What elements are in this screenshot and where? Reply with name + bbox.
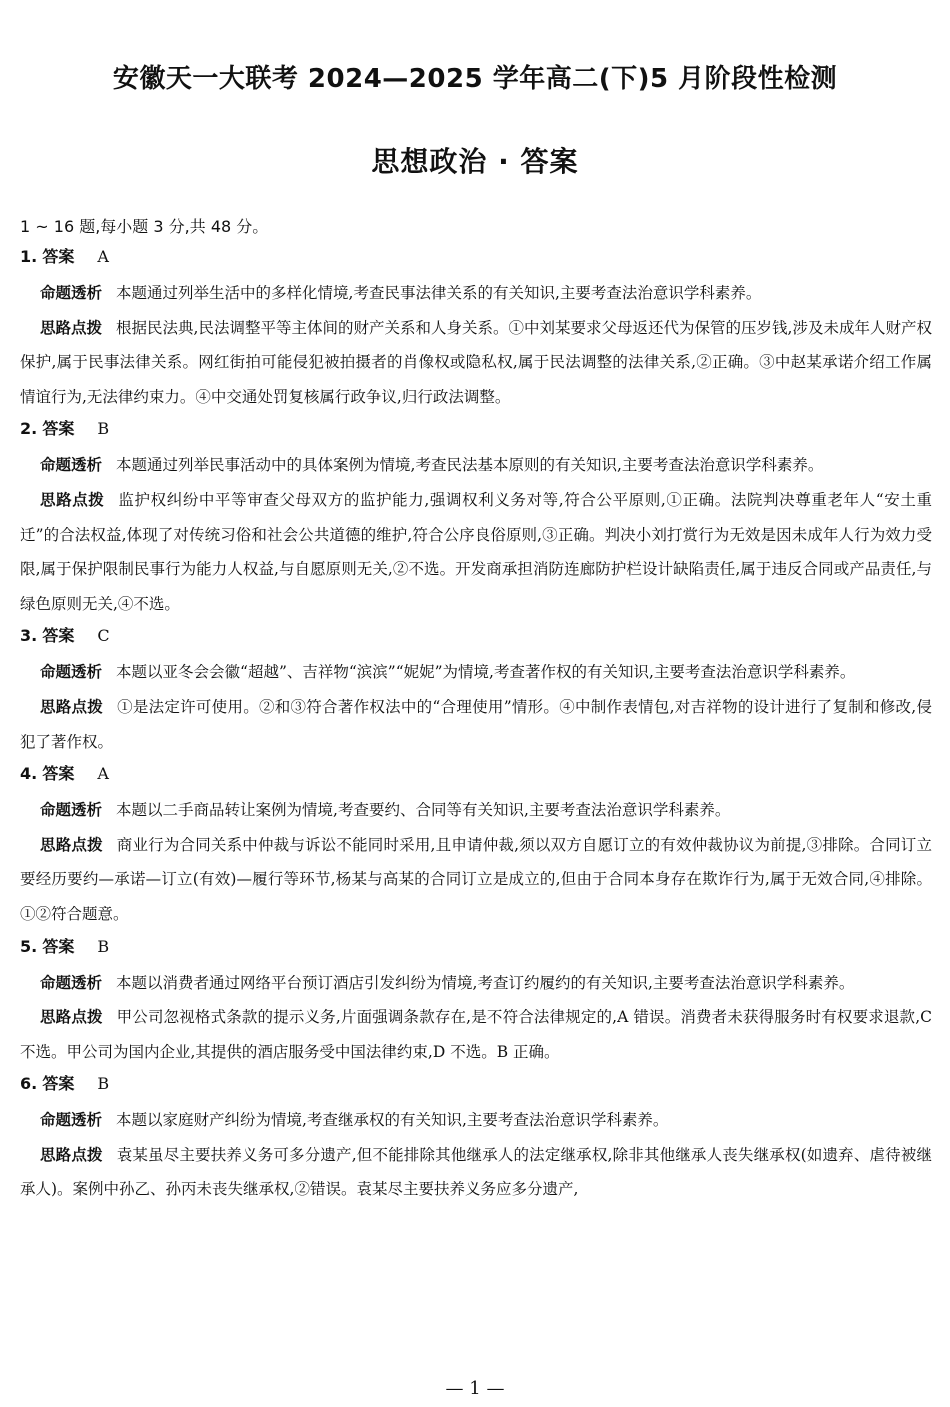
question-header — [20, 934, 932, 960]
answer-label: 答案 — [42, 764, 75, 784]
question-number: 1. — [20, 247, 38, 266]
question-2 — [20, 416, 932, 621]
guide-paragraph — [20, 690, 932, 759]
analysis-text: 本题以二手商品转让案例为情境,考查要约、合同等有关知识,主要考查法治意识学科素养。 — [116, 801, 731, 820]
exam-title: 安徽天一大联考 2024—2025 学年高二(下)5 月阶段性检测 — [112, 64, 838, 94]
question-number: 2. — [20, 419, 38, 439]
analysis-text: 本题以亚冬会会徽“超越”、吉祥物“滨滨”“妮妮”为情境,考查著作权的有关知识,主要考查法治意识学科素养。 — [116, 663, 856, 682]
answer-value: A — [97, 247, 109, 266]
answer-value: A — [97, 764, 109, 784]
question-number: 3. — [20, 626, 38, 646]
question-header — [20, 1071, 932, 1097]
question-header — [20, 244, 932, 270]
guide-text: 根据民法典,民法调整平等主体间的财产关系和人身关系。①中刘某要求父母返还代为保管的压岁钱,涉及未成年人财产权保护,属于民事法律关系。网红街拍可能侵犯被拍摄者的肖像权或隐私权,属于民法调整的法律关系,②正确。③中赵某承诺介绍工作属情谊行为,无法律约束力。④中交通处罚复核属行政争议,归行政法调整。 — [20, 318, 932, 406]
analysis-label: 命题透析 — [40, 1111, 103, 1130]
guide-label: 思路点拨 — [40, 1145, 103, 1164]
guide-label: 思路点拨 — [40, 697, 104, 716]
analysis-label: 命题透析 — [40, 456, 103, 475]
question-header — [20, 416, 932, 442]
subject-title: 思想政治 · 答案 — [371, 145, 579, 178]
question-4 — [20, 761, 932, 931]
analysis-label: 命题透析 — [40, 801, 103, 820]
guide-text: 甲公司忽视格式条款的提示义务,片面强调条款存在,是不符合法律规定的,A 错误。消费者未获得服务时有权要求退款,C 不选。甲公司为国内企业,其提供的酒店服务受中国法律约束,D 不选。B 正确。 — [20, 1008, 932, 1061]
guide-text: 监护权纠纷中平等审查父母双方的监护能力,强调权利义务对等,符合公平原则,①正确。法院判决尊重老年人“安土重迁”的合法权益,体现了对传统习俗和社会公共道德的维护,符合公序良俗原则,③正确。判决小刘打赏行为无效是因未成年人行为效力受限,属于保护限制民事行为能力人权益,与自愿原则无关,②不选。开发商承担消防连廊防护栏设计缺陷责任,属于违反合同或产品责任,与绿色原则无关,④不选。 — [20, 490, 932, 613]
guide-paragraph — [20, 1000, 932, 1069]
answer-value: B — [97, 936, 110, 956]
analysis-label: 命题透析 — [40, 284, 103, 302]
answer-value: C — [97, 626, 110, 646]
answer-content — [20, 214, 932, 1207]
question-3 — [20, 623, 932, 759]
analysis-text: 本题以家庭财产纠纷为情境,考查继承权的有关知识,主要考查法治意识学科素养。 — [116, 1111, 669, 1130]
answer-label: 答案 — [42, 936, 75, 956]
question-header — [20, 623, 932, 649]
analysis-paragraph — [20, 276, 932, 311]
question-number: 5. — [20, 936, 38, 956]
analysis-text: 本题通过列举民事活动中的具体案例为情境,考查民法基本原则的有关知识,主要考查法治意识学科素养。 — [116, 456, 824, 475]
analysis-paragraph — [20, 793, 932, 828]
analysis-paragraph — [20, 448, 932, 483]
guide-text: 商业行为合同关系中仲裁与诉讼不能同时采用,且申请仲裁,须以双方自愿订立的有效仲裁协议为前提,③排除。合同订立要经历要约—承诺—订立(有效)—履行等环节,杨某与高某的合同订立是成立的,但由于合同本身存在欺诈行为,属于无效合同,④排除。①②符合题意。 — [20, 835, 932, 923]
guide-paragraph — [20, 828, 932, 932]
analysis-label: 命题透析 — [40, 663, 103, 682]
answer-label: 答案 — [42, 1074, 75, 1094]
guide-label: 思路点拨 — [40, 1008, 103, 1027]
scoring-intro: 1 ~ 16 题,每小题 3 分,共 48 分。 — [20, 217, 269, 236]
guide-text: ①是法定许可使用。②和③符合著作权法中的“合理使用”情形。④中制作表情包,对吉祥物的设计进行了复制和修改,侵犯了著作权。 — [20, 697, 932, 751]
guide-paragraph — [20, 311, 932, 415]
question-1 — [20, 244, 932, 414]
answer-label: 答案 — [42, 626, 75, 646]
page-number: — 1 — — [445, 1378, 505, 1399]
answer-label: 答案 — [42, 419, 75, 439]
answer-value: B — [97, 419, 110, 439]
analysis-paragraph — [20, 966, 932, 1001]
question-header — [20, 761, 932, 787]
guide-label: 思路点拨 — [40, 835, 103, 854]
analysis-label: 命题透析 — [40, 973, 103, 992]
guide-paragraph — [20, 483, 932, 621]
guide-text: 袁某虽尽主要扶养义务可多分遗产,但不能排除其他继承人的法定继承权,除非其他继承人丧失继承权(如遗弃、虐待被继承人)。案例中孙乙、孙丙未丧失继承权,②错误。袁某尽主要扶养义务应多分遗产, — [20, 1145, 932, 1199]
question-5 — [20, 934, 932, 1070]
question-number: 6. — [20, 1074, 38, 1094]
guide-label: 思路点拨 — [40, 490, 105, 509]
guide-label: 思路点拨 — [40, 318, 103, 337]
answer-label: 答案 — [42, 247, 75, 266]
analysis-paragraph — [20, 655, 932, 690]
analysis-text: 本题以消费者通过网络平台预订酒店引发纠纷为情境,考查订约履约的有关知识,主要考查法治意识学科素养。 — [116, 973, 855, 992]
guide-paragraph — [20, 1138, 932, 1207]
answer-value: B — [97, 1074, 110, 1094]
analysis-paragraph — [20, 1103, 932, 1138]
question-number: 4. — [20, 764, 38, 784]
analysis-text: 本题通过列举生活中的多样化情境,考查民事法律关系的有关知识,主要考查法治意识学科素养。 — [116, 284, 762, 302]
question-6 — [20, 1071, 932, 1207]
